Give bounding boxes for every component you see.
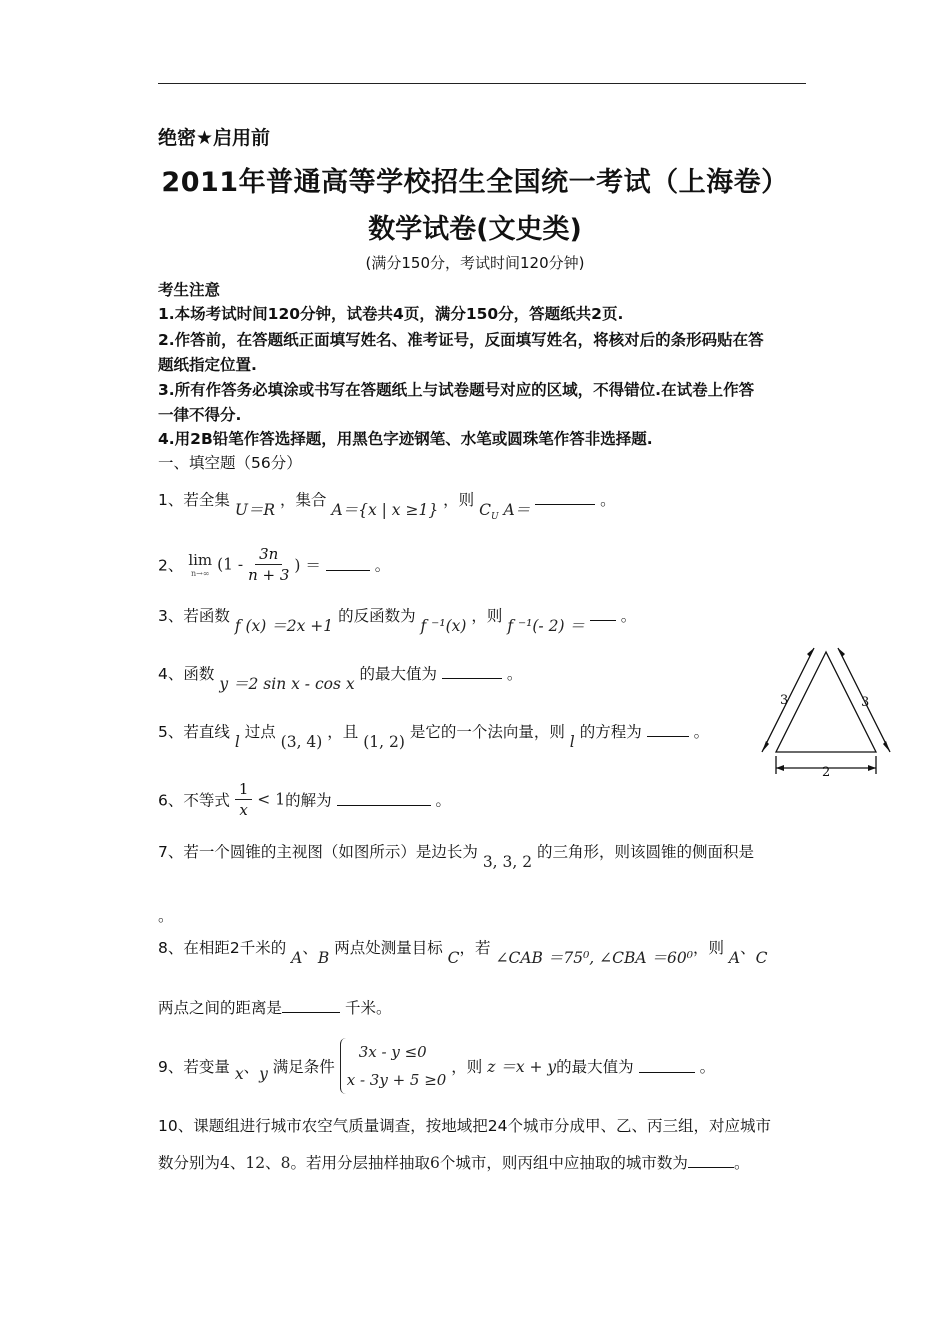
confidential-label: 绝密★启用前: [158, 127, 271, 149]
notice-item-4: 4.用2B铅笔作答选择题，用黑色字迹钢笔、水笔或圆珠笔作答非选择题.: [158, 430, 653, 448]
q8-text-2: 两点处测量目标: [334, 939, 443, 957]
q1-text: 1、若全集: [158, 491, 230, 509]
q10-math-4: 4: [220, 1154, 230, 1172]
q9-constraint-2: x - 3y + 5 ≥0: [346, 1071, 447, 1089]
q7-text: 7、若一个圆锥的主视图（如图所示）是边长为: [158, 843, 478, 861]
q8-math-a: A: [291, 949, 303, 967]
question-5: [158, 720, 710, 751]
section-heading: 一、填空题（56分）: [158, 454, 302, 472]
question-3: [158, 604, 637, 635]
q6-fraction: $\frac{1}{x}$: [235, 780, 253, 819]
question-10-line-2: [158, 1151, 749, 1173]
q9-sep: 、: [243, 1058, 260, 1076]
q2-math-a: (1 -: [217, 555, 244, 574]
question-6: [158, 780, 451, 819]
question-8: [158, 936, 768, 967]
q4-math: y ＝2 sin x - cos x: [219, 675, 355, 693]
q3-math-eval: f ⁻¹(- 2) ＝: [507, 617, 585, 635]
q10-math-6: 6: [430, 1154, 440, 1172]
q8-sep: 、: [302, 939, 318, 957]
q9-text-2: 满足条件: [272, 1058, 335, 1076]
q8-math-b: B: [317, 949, 330, 967]
q9-text-3: ，则: [451, 1058, 483, 1076]
q5-math-point: (3, 4): [280, 733, 323, 751]
notice-item-2a: 2.作答前，在答题纸正面填写姓名、准考证号，反面填写姓名，将核对后的条形码贴在答: [158, 331, 764, 349]
q8-sep-2: 、: [740, 939, 756, 957]
question-8-line-2: [158, 996, 391, 1018]
q10-sep: 、: [229, 1154, 246, 1172]
q10-end: 。: [733, 1154, 750, 1172]
q6-answer-blank: [337, 793, 431, 806]
q5-text-4: 是它的一个法向量，则: [409, 723, 565, 741]
q2-answer-blank: [326, 558, 370, 571]
q10-math-8: 8: [280, 1154, 291, 1172]
q6-text: 6、不等式: [158, 791, 230, 810]
q1-math-universe: U＝R: [234, 501, 276, 519]
q5-math-line: l: [234, 733, 240, 751]
q3-math-function: f (x) ＝2x +1: [234, 617, 334, 635]
triangle-diagram: [748, 640, 918, 780]
right-side-label: 3: [861, 695, 870, 710]
q7-end: 。: [158, 907, 174, 925]
q2-limit: lim n→∞: [188, 551, 213, 578]
q9-text: 9、若变量: [158, 1058, 230, 1076]
q5-math-line-2: l: [569, 733, 575, 751]
q8-text: 8、在相距2千米的: [158, 939, 287, 957]
notice-heading: 考生注意: [158, 281, 221, 299]
q2-text: 2、: [158, 556, 184, 575]
q5-answer-blank: [647, 724, 689, 737]
question-9: [158, 1038, 715, 1094]
q9-constraint-1: 3x - y ≤0: [358, 1043, 427, 1061]
q2-fraction: $\frac{3n}{n + 3}$: [248, 545, 290, 584]
q4-end: 。: [506, 665, 523, 683]
q6-end: 。: [435, 791, 451, 810]
question-7: [158, 840, 755, 871]
q9-math-y: y: [259, 1065, 268, 1083]
base-label: 2: [822, 765, 831, 780]
q9-math-z: z ＝x + y: [487, 1058, 557, 1076]
q1-math-set: A＝{x | x ≥1}: [331, 501, 439, 519]
q1-math-complement: $C_U$ A＝: [479, 501, 531, 523]
exam-title: 2011年普通高等学校招生全国统一考试（上海卷）: [161, 167, 789, 198]
notice-item-3b: 一律不得分.: [158, 406, 242, 424]
q10-sep-2: 、: [265, 1154, 281, 1172]
q8-math-angles: ∠CAB ＝75⁰, ∠CBA ＝60⁰: [495, 949, 693, 967]
q3-answer-blank: [590, 608, 616, 621]
q2-math-b: ) ＝: [294, 556, 321, 575]
q6-math: < 1: [257, 790, 286, 809]
exam-note: (满分150分，考试时间120分钟): [365, 254, 585, 272]
q8-text-6: 千米。: [344, 999, 392, 1017]
q8-text-4: ，则: [692, 939, 724, 957]
q9-answer-blank: [639, 1060, 695, 1073]
q8-text-3: ，若: [459, 939, 491, 957]
q6-text-2: 的解为: [285, 791, 332, 810]
q10-text-2: 。若用分层抽样抽取: [290, 1154, 431, 1172]
q4-text-2: 的最大值为: [359, 665, 438, 683]
q5-text: 5、若直线: [158, 723, 230, 741]
q9-math-x: x: [234, 1065, 244, 1083]
q8-math-c: C: [447, 949, 460, 967]
exam-subtitle: 数学试卷(文史类): [368, 214, 582, 245]
q5-math-normal: (1, 2): [363, 733, 405, 751]
cone-front-view-figure: [748, 640, 918, 784]
q1-end: 。: [600, 491, 616, 509]
header-rule: [158, 83, 806, 84]
q1-text-2: ，集合: [279, 491, 327, 509]
q8-math-c-2: C: [755, 949, 768, 967]
q4-answer-blank: [442, 666, 502, 679]
q5-end: 。: [693, 723, 710, 741]
q9-text-4: 的最大值为: [556, 1058, 634, 1076]
left-side-label: 3: [780, 693, 789, 708]
q3-math-inverse: f ⁻¹(x): [420, 617, 467, 635]
q7-math: 3, 3, 2: [482, 853, 533, 871]
q3-text-3: ，则: [471, 607, 503, 625]
q5-text-3: ，且: [327, 723, 359, 741]
q10-math-12: 12: [245, 1154, 266, 1172]
question-1: [158, 488, 616, 523]
q3-text-2: 的反函数为: [338, 607, 416, 625]
question-4: [158, 662, 523, 693]
q8-text-5: 两点之间的距离是: [158, 999, 283, 1017]
q8-math-a-2: A: [728, 949, 741, 967]
q1-answer-blank: [535, 492, 595, 505]
q5-text-2: 过点: [244, 723, 276, 741]
q9-constraint-system: [340, 1038, 447, 1094]
question-10-line-1: 10、课题组进行城市农空气质量调查，按地域把24个城市分成甲、乙、丙三组，对应城市: [158, 1117, 771, 1135]
q1-text-3: ，则: [443, 491, 475, 509]
q9-end: 。: [699, 1058, 716, 1076]
q7-text-2: 的三角形，则该圆锥的侧面积是: [537, 843, 755, 861]
q10-answer-blank: [688, 1155, 734, 1168]
q10-text-3: 个城市，则丙组中应抽取的城市数为: [439, 1154, 688, 1172]
notice-item-3a: 3.所有作答务必填涂或书写在答题纸上与试卷题号对应的区域，不得错位.在试卷上作答: [158, 381, 755, 399]
q10-text: 数分别为: [158, 1154, 221, 1172]
notice-item-1: 1.本场考试时间120分钟，试卷共4页，满分150分，答题纸共2页.: [158, 305, 624, 323]
question-2: [158, 545, 390, 584]
q4-text: 4、函数: [158, 665, 215, 683]
q3-end: 。: [620, 607, 637, 625]
notice-item-2b: 题纸指定位置.: [158, 356, 257, 374]
q3-text: 3、若函数: [158, 607, 230, 625]
q8-answer-blank: [282, 1000, 340, 1013]
q2-end: 。: [374, 556, 391, 575]
q5-text-5: 的方程为: [579, 723, 642, 741]
